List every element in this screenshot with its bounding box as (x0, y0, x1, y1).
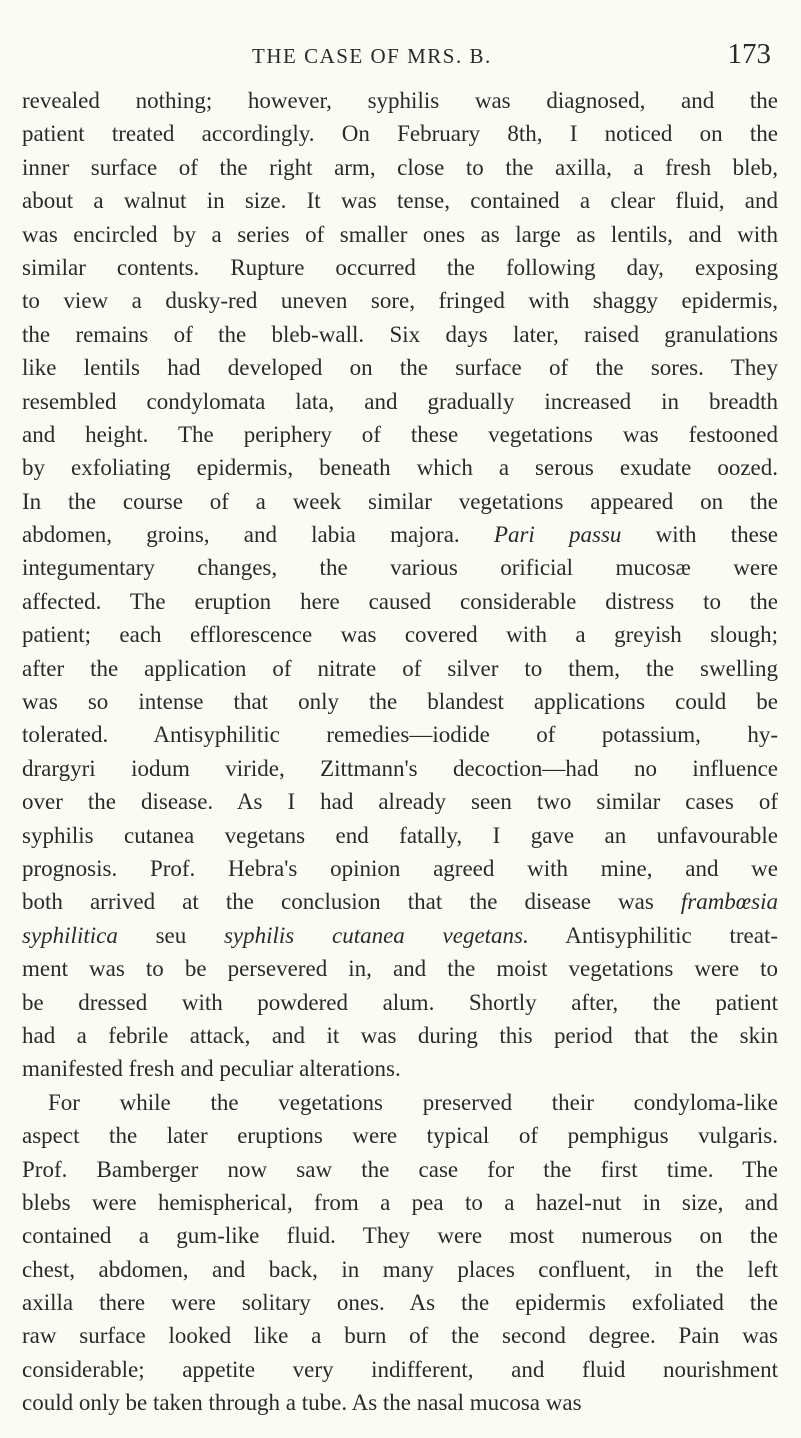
page-number: 173 (727, 38, 771, 70)
text-line: integumentary changes, the various orificial mucosæ were (22, 555, 778, 581)
text-line: inner surface of the right arm, close to the axilla, a fresh bleb, (22, 154, 778, 180)
text-line: considerable; appetite very indifferent, and fluid nourishment (22, 1356, 778, 1382)
text-line: patient; each efflorescence was covered with a greyish slough; (22, 622, 778, 648)
running-head-title: THE CASE OF MRS. B. (252, 44, 492, 68)
text-line: chest, abdomen, and back, in many places confluent, in the left (22, 1256, 778, 1282)
text-line: was encircled by a series of smaller ones as large as lentils, and with (22, 221, 778, 247)
text-line: revealed nothing; however, syphilis was diagnosed, and the (22, 88, 778, 113)
text-line: abdomen, groins, and labia majora. Pari passu with these (22, 522, 778, 548)
italic-phrase: Pari passu (493, 522, 622, 548)
italic-phrase: frambœsia (680, 889, 778, 915)
text-line: the remains of the bleb-wall. Six days later, raised granulations (22, 321, 778, 347)
text-line: patient treated accordingly. On February 8th, I noticed on the (22, 121, 778, 147)
text-line: over the disease. As I had already seen two similar cases of (22, 789, 778, 815)
text-line: drargyri iodum viride, Zittmann's decoction—had no influence (22, 755, 778, 781)
text-line: resembled condylomata lata, and gradually increased in breadth (22, 388, 778, 414)
text-line: affected. The eruption here caused considerable distress to the (22, 588, 778, 614)
text-line: blebs were hemispherical, from a pea to a hazel-nut in size, and (22, 1189, 778, 1215)
text-line: manifested fresh and peculiar alterations. (22, 1056, 401, 1082)
running-head (0, 38, 801, 74)
text-line: axilla there were solitary ones. As the epidermis exfoliated the (22, 1290, 778, 1316)
text-line: after the application of nitrate of silver to them, the swelling (22, 655, 778, 681)
text-line: Prof. Bamberger now saw the case for the first time. The (22, 1156, 778, 1182)
text-line: In the course of a week similar vegetations appeared on the (22, 488, 778, 514)
text-line: contained a gum-like fluid. They were most numerous on the (22, 1223, 778, 1249)
text-line: prognosis. Prof. Hebra's opinion agreed with mine, and we (22, 855, 778, 881)
text-line: raw surface looked like a burn of the second degree. Pain was (22, 1323, 778, 1349)
text-line: syphilitica seu syphilis cutanea vegetans. Antisyphilitic treat- (22, 922, 778, 948)
italic-phrase: syphilitica (22, 922, 118, 948)
text-line: about a walnut in size. It was tense, contained a clear fluid, and (22, 188, 778, 214)
text-line: aspect the later eruptions were typical of pemphigus vulgaris. (22, 1123, 778, 1149)
text-line: to view a dusky-red uneven sore, fringed with shaggy epidermis, (22, 288, 778, 314)
text-line: syphilis cutanea vegetans end fatally, I gave an unfavourable (22, 822, 778, 848)
text-line: was so intense that only the blandest applications could be (22, 689, 778, 715)
text-line: tolerated. Antisyphilitic remedies—iodide of potassium, hy- (22, 722, 778, 748)
text-line: by exfoliating epidermis, beneath which a serous exudate oozed. (22, 455, 778, 481)
text-line: ment was to be persevered in, and the moist vegetations were to (22, 956, 778, 982)
text-line: like lentils had developed on the surface of the sores. They (22, 355, 778, 381)
text-line: both arrived at the conclusion that the disease was frambœsia (22, 889, 778, 915)
text-line: had a febrile attack, and it was during this period that the skin (22, 1022, 778, 1048)
text-line: For while the vegetations preserved their condyloma-like (48, 1089, 778, 1115)
text-line: could only be taken through a tube. As the nasal mucosa was (22, 1390, 582, 1416)
text-line: be dressed with powdered alum. Shortly after, the patient (22, 989, 778, 1015)
italic-phrase: syphilis cutanea vegetans. (223, 922, 529, 948)
text-line: and height. The periphery of these vegetations was festooned (22, 421, 778, 447)
body-text (22, 84, 778, 1420)
text-line: similar contents. Rupture occurred the following day, exposing (22, 254, 778, 280)
